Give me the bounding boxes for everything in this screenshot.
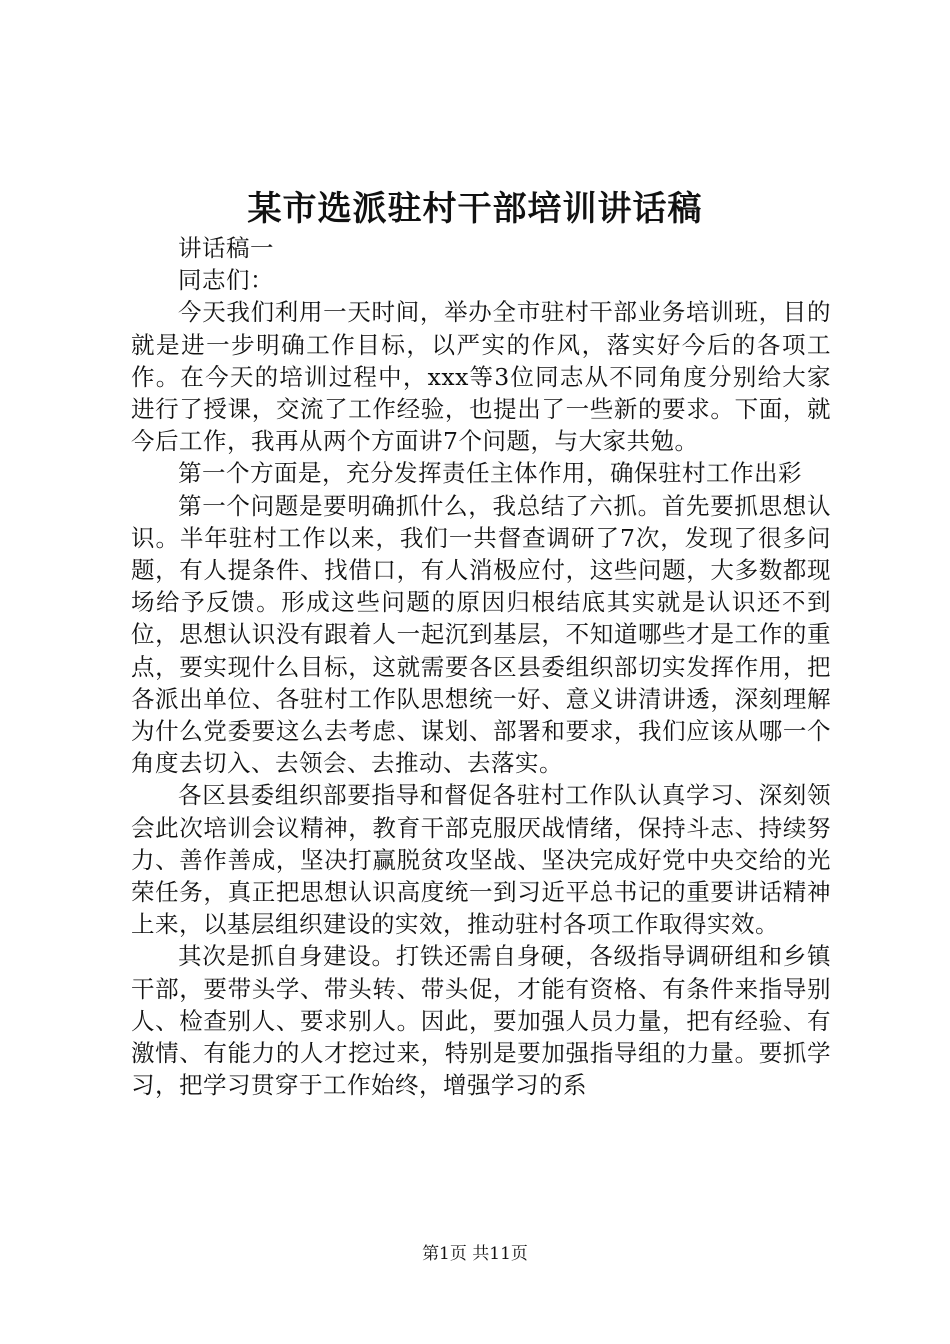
document-body [131,232,831,1101]
paragraph-salutation: 同志们： [178,266,274,295]
paragraph-heading-speech-one: 讲话稿一 [178,234,274,262]
paragraph-intro: 今天我们利用一天时间，举办全市驻村干部业务培训班，目的就是进一步明确工作目标，以严实的作风，落实好今后的各项工作。在今天的培训过程中，xxx等3位同志从不同角度分别给大家进行了授课，交流了工作经验，也提出了一些新的要求。下面，就今后工作，我再从两个方面讲7个问题，与大家共勉。 [131,298,831,456]
paragraph-self-building: 其次是抓自身建设。打铁还需自身硬，各级指导调研组和乡镇干部，要带头学、带头转、带头促，才能有资格、有条件来指导别人、检查别人、要求别人。因此，要加强人员力量，把有经验、有激情、有能力的人才挖过来，特别是要加强指导组的力量。要抓学习，把学习贯穿于工作始终，增强学习的系 [131,942,831,1100]
paragraph-problem-one: 第一个问题是要明确抓什么，我总结了六抓。首先要抓思想认识。半年驻村工作以来，我们一共督查调研了7次，发现了很多问题，有人提条件、找借口，有人消极应付，这些问题，大多数都现场给予反馈。形成这些问题的原因归根结底其实就是认识还不到位，思想认识没有跟着人一起沉到基层，不知道哪些才是工作的重点，要实现什么目标，这就需要各区县委组织部切实发挥作用，把各派出单位、各驻村工作队思想统一好、意义讲清讲透，深刻理解为什么党委要这么去考虑、谋划、部署和要求，我们应该从哪一个角度去切入、去领会、去推动、去落实。 [131,491,831,778]
document-title: 某市选派驻村干部培训讲话稿 [247,189,703,229]
paragraph-section-one-heading: 第一个方面是，充分发挥责任主体作用，确保驻村工作出彩 [178,459,802,488]
paragraph-guidance: 各区县委组织部要指导和督促各驻村工作队认真学习、深刻领会此次培训会议精神，教育干部克服厌战情绪，保持斗志、持续努力、善作善成，坚决打赢脱贫攻坚战、坚决完成好党中央交给的光荣任务，真正把思想认识高度统一到习近平总书记的重要讲话精神上来，以基层组织建设的实效，推动驻村各项工作取得实效。 [131,781,831,939]
page-footer: 第1页 共11页 [422,1244,528,1264]
